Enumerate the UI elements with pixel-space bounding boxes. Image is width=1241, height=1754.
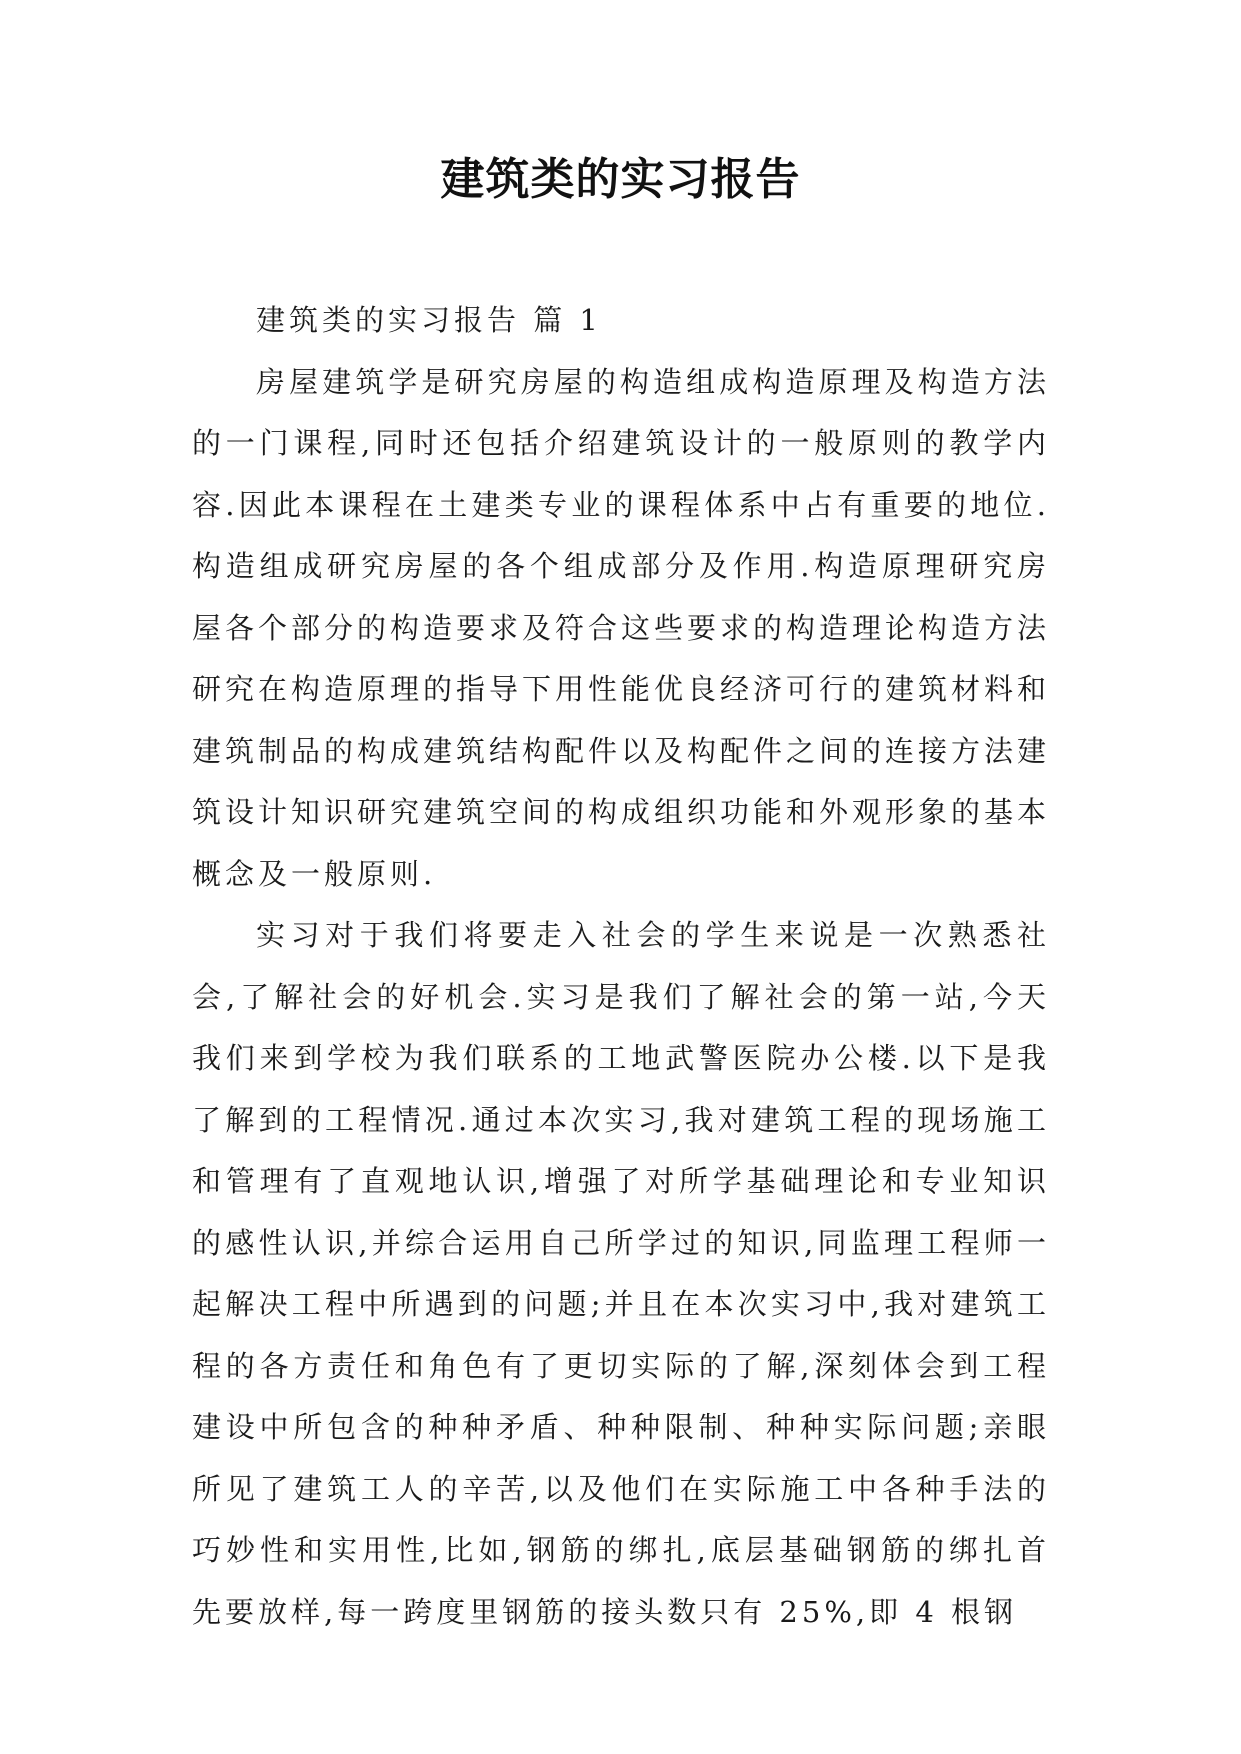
document-body (192, 290, 1050, 1643)
paragraph-2: 实习对于我们将要走入社会的学生来说是一次熟悉社会,了解社会的好机会.实习是我们了解社会的第一站,今天我们来到学校为我们联系的工地武警医院办公楼.以下是我了解到的工程情况.通过本次实习,我对建筑工程的现场施工和管理有了直观地认识,增强了对所学基础理论和专业知识的感性认识,并综合运用自己所学过的知识,同监理工程师一起解决工程中所遇到的问题;并且在本次实习中,我对建筑工程的各方责任和角色有了更切实际的了解,深刻体会到工程建设中所包含的种种矛盾、种种限制、种种实际问题;亲眼所见了建筑工人的辛苦,以及他们在实际施工中各种手法的巧妙性和实用性,比如,钢筋的绑扎,底层基础钢筋的绑扎首先要放样,每一跨度里钢筋的接头数只有 25%,即 4 根钢 (192, 918, 1050, 1629)
section-heading: 建筑类的实习报告 篇 1 (256, 303, 602, 337)
paragraph-1: 房屋建筑学是研究房屋的构造组成构造原理及构造方法的一门课程,同时还包括介绍建筑设计的一般原则的教学内容.因此本课程在土建类专业的课程体系中占有重要的地位.构造组成研究房屋的各个组成部分及作用.构造原理研究房屋各个部分的构造要求及符合这些要求的构造理论构造方法研究在构造原理的指导下用性能优良经济可行的建筑材料和建筑制品的构成建筑结构配件以及构配件之间的连接方法建筑设计知识研究建筑空间的构成组织功能和外观形象的基本概念及一般原则. (192, 364, 1051, 891)
document-title: 建筑类的实习报告 (440, 154, 801, 205)
